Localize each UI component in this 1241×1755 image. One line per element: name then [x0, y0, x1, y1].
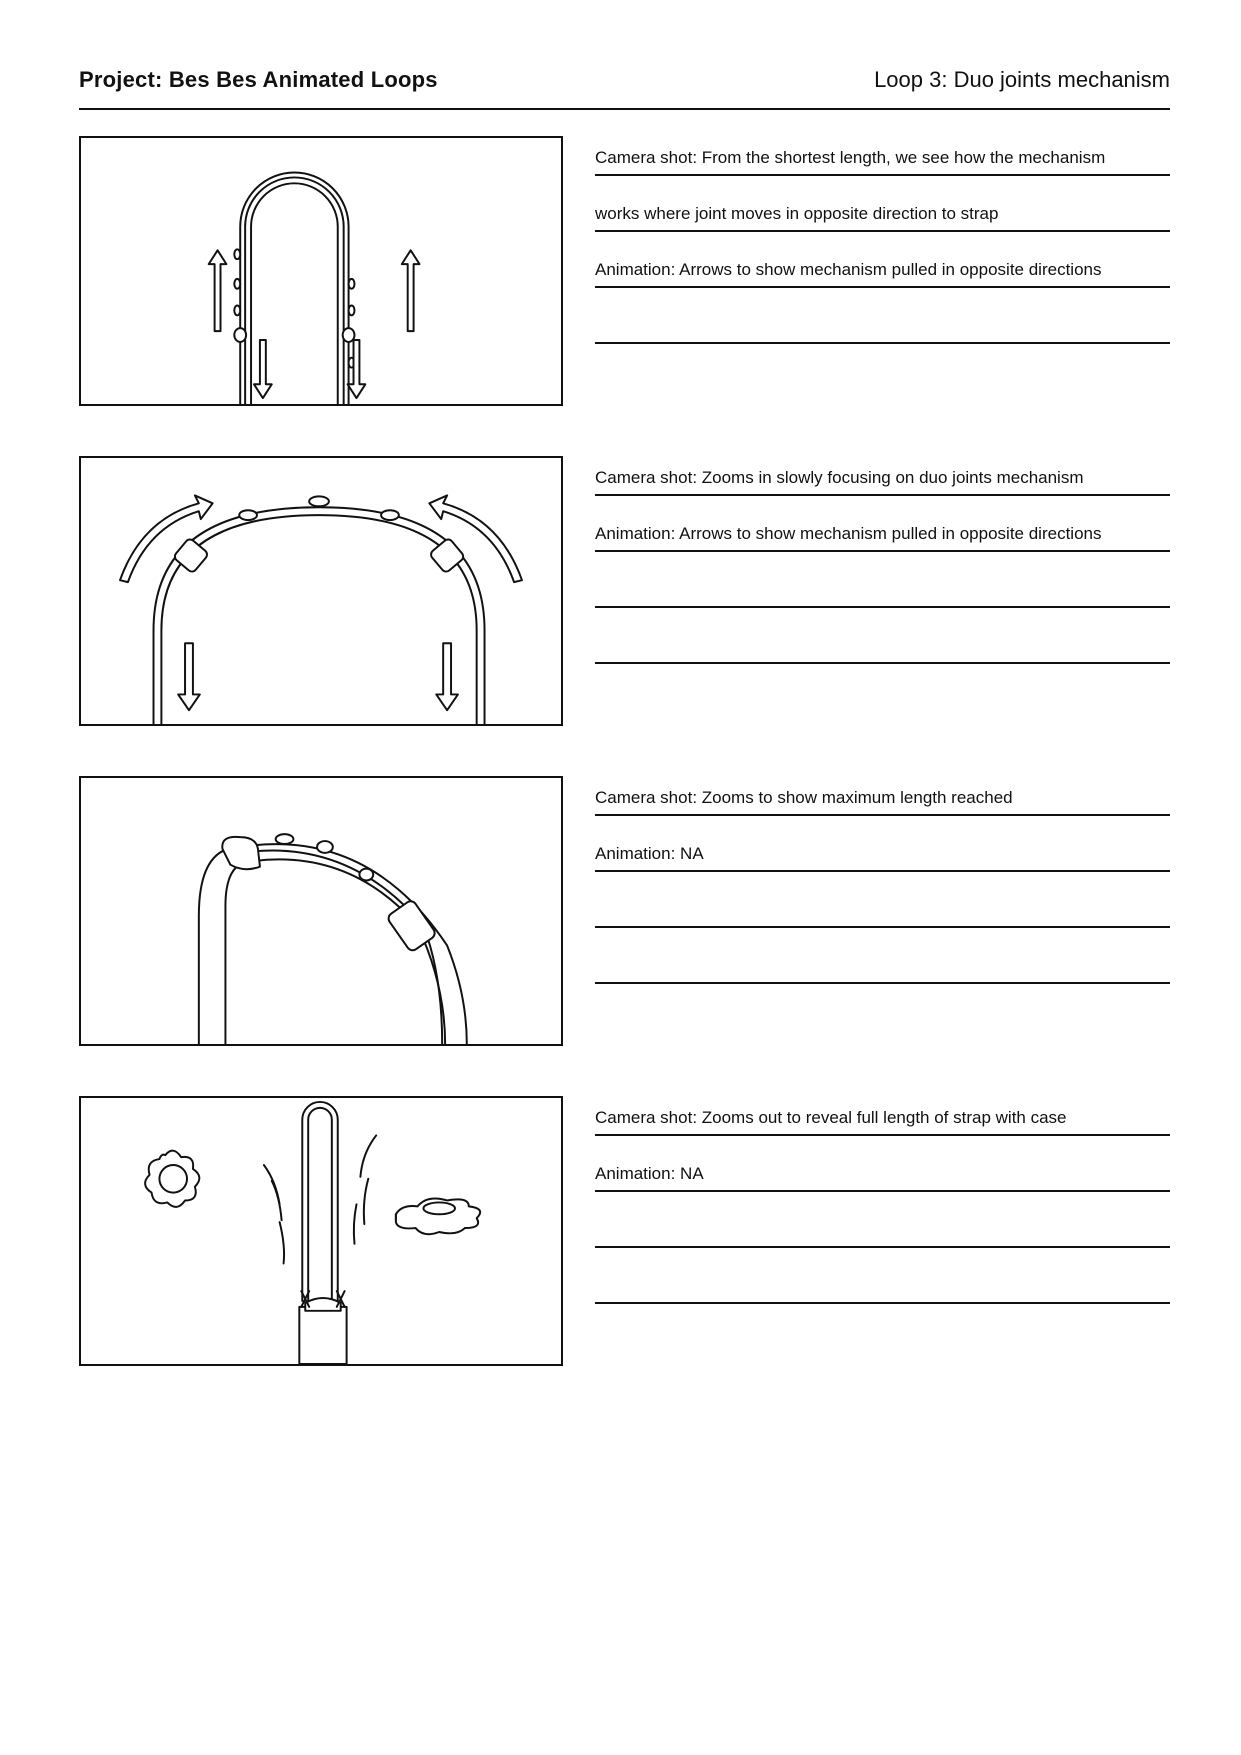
note-line: Animation: NA	[595, 832, 1170, 872]
note-line: Camera shot: From the shortest length, we see how the mechanism	[595, 136, 1170, 176]
strap-shortest-length-drawing	[81, 138, 561, 404]
note-line: works where joint moves in opposite direction to strap	[595, 192, 1170, 232]
note-line: Camera shot: Zooms in slowly focusing on duo joints mechanism	[595, 456, 1170, 496]
storyboard-frame-4	[79, 1096, 563, 1366]
note-line	[595, 1208, 1170, 1248]
note-line	[595, 568, 1170, 608]
note-line: Animation: Arrows to show mechanism pulled in opposite directions	[595, 512, 1170, 552]
frame-4-notes	[595, 1096, 1170, 1366]
duo-joints-closeup-drawing	[81, 458, 561, 724]
storyboard-frame-2	[79, 456, 563, 726]
storyboard-frame-3	[79, 776, 563, 1046]
note-line	[595, 304, 1170, 344]
note-line: Camera shot: Zooms to show maximum length reached	[595, 776, 1170, 816]
note-line: Camera shot: Zooms out to reveal full length of strap with case	[595, 1096, 1170, 1136]
full-strap-with-case-drawing	[81, 1098, 561, 1364]
note-line: Animation: NA	[595, 1152, 1170, 1192]
frame-3-notes	[595, 776, 1170, 1046]
frame-1-notes	[595, 136, 1170, 406]
note-line	[595, 944, 1170, 984]
note-line	[595, 1264, 1170, 1304]
frame-2-notes	[595, 456, 1170, 726]
maximum-length-drawing	[81, 778, 561, 1044]
loop-title: Loop 3: Duo joints mechanism	[874, 67, 1170, 92]
note-line	[595, 888, 1170, 928]
page-header	[79, 60, 1170, 110]
note-line	[595, 624, 1170, 664]
note-line: Animation: Arrows to show mechanism pulled in opposite directions	[595, 248, 1170, 288]
project-title: Project: Bes Bes Animated Loops	[79, 67, 438, 92]
storyboard-frame-1	[79, 136, 563, 406]
